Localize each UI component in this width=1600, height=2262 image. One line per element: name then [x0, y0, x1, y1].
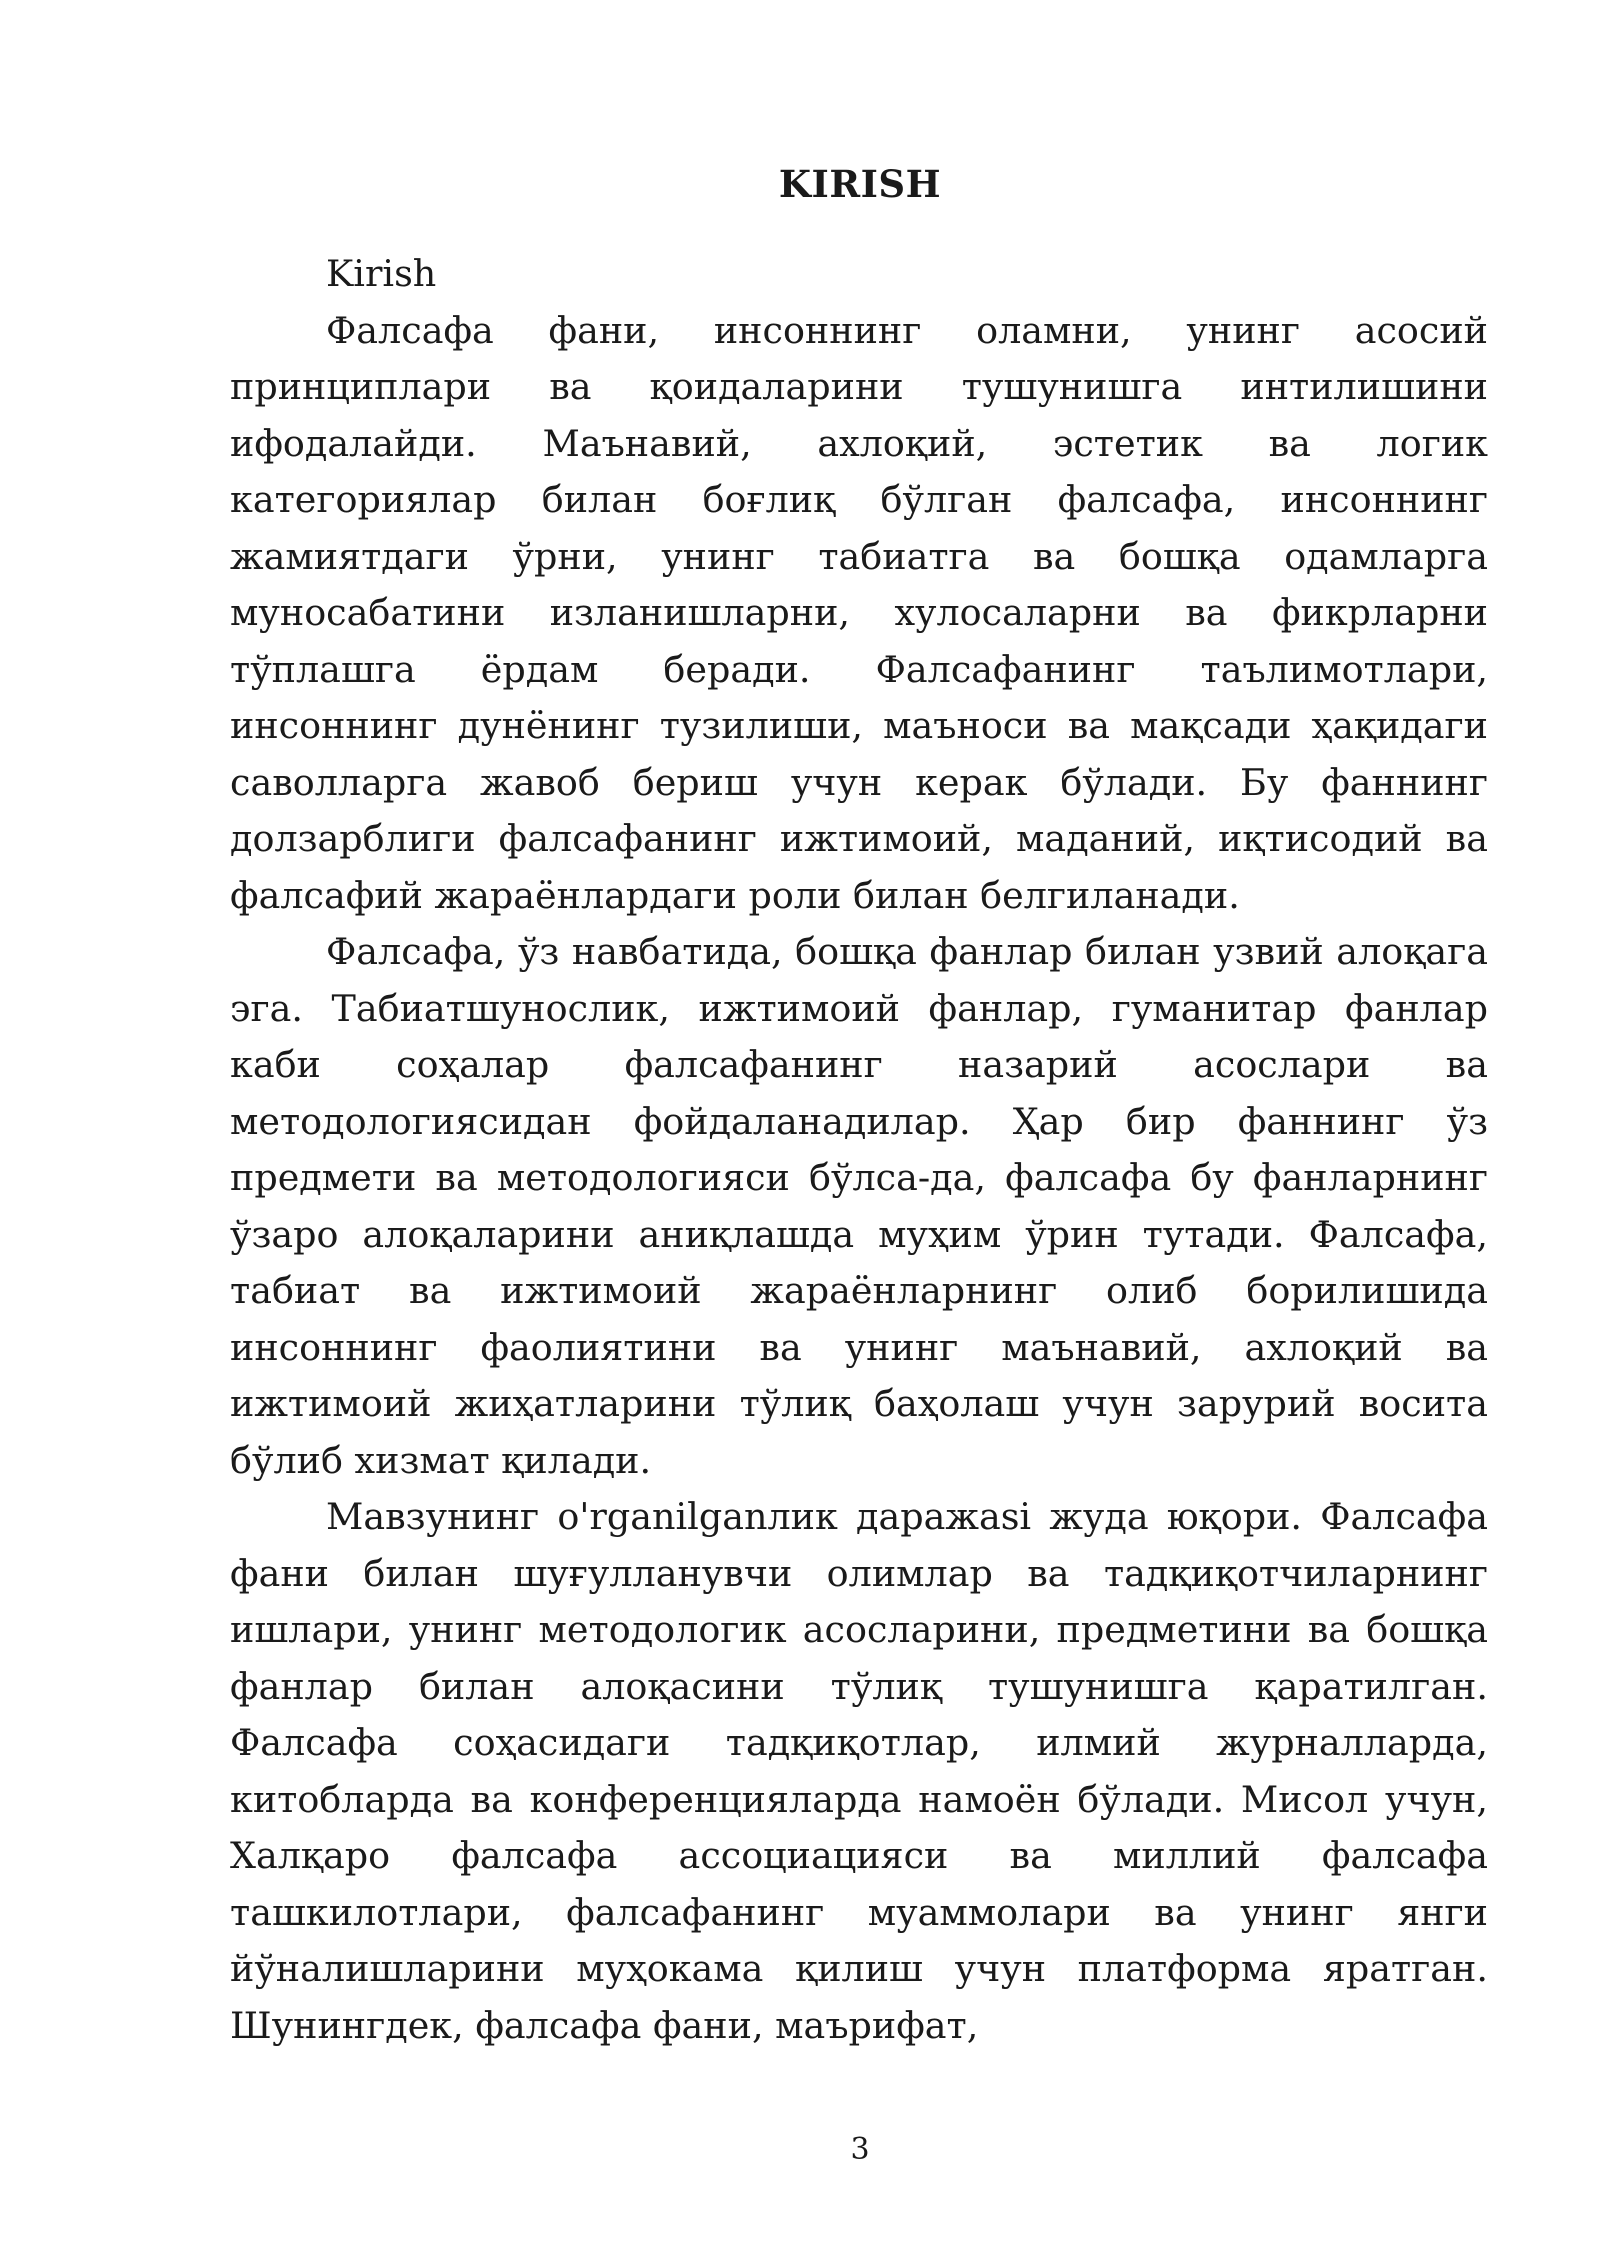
page-heading: KIRISH: [778, 162, 942, 206]
page-number: 3: [850, 2132, 870, 2167]
document-body: [230, 246, 1488, 2054]
section-subheading: Kirish: [326, 252, 437, 295]
paragraph-2: Фалсафа, ўз навбатида, бошқа фанлар билан узвий алоқага эга. Табиатшунослик, ижтимоий фанлар, гуманитар фанлар каби соҳалар фалсафанинг назарий асослари ва методологиясидан фойдаланадилар. Ҳар бир фаннинг ўз предмети ва методологияси бўлса-да, фалсафа бу фанларнинг ўзаро алоқаларини аниқлашда муҳим ўрин тутади. Фалсафа, табиат ва ижтимоий жараёнларнинг олиб борилишида инсоннинг фаолиятини ва унинг маънавий, ахлоқий ва ижтимоий жиҳатларини тўлиқ баҳолаш учун зарурий восита бўлиб хизмат қилади.: [230, 930, 1488, 1482]
paragraph-1: Фалсафа фани, инсоннинг оламни, унинг асосий принциплари ва қоидаларини тушунишга интилишини ифодалайди. Маънавий, ахлоқий, эстетик ва логик категориялар билан боғлиқ бўлган фалсафа, инсоннинг жамиятдаги ўрни, унинг табиатга ва бошқа одамларга муносабатини изланишларни, хулосаларни ва фикрларни тўплашга ёрдам беради. Фалсафанинг таълимотлари, инсоннинг дунёнинг тузилиши, маъноси ва мақсади ҳақидаги саволларга жавоб бериш учун керак бўлади. Бу фаннинг долзарблиги фалсафанинг ижтимоий, маданий, иқтисодий ва фалсафий жараёнлардаги роли билан белгиланади.: [230, 308, 1488, 917]
paragraph-3: Мавзунинг o'rganilganлик даражаsi жуда юқори. Фалсафа фани билан шуғулланувчи олимлар ва тадқиқотчиларнинг ишлари, унинг методологик асосларини, предметини ва бошқа фанлар билан алоқасини тўлиқ тушунишга қаратилган. Фалсафа соҳасидаги тадқиқотлар, илмий журналларда, китобларда ва конференцияларда намоён бўлади. Мисол учун, Халқаро фалсафа ассоциацияси ва миллий фалсафа ташкилотлари, фалсафанинг муаммолари ва унинг янги йўналишларини муҳокама қилиш учун платформа яратган. Шунингдек, фалсафа фани, маърифат,: [230, 1495, 1488, 2047]
